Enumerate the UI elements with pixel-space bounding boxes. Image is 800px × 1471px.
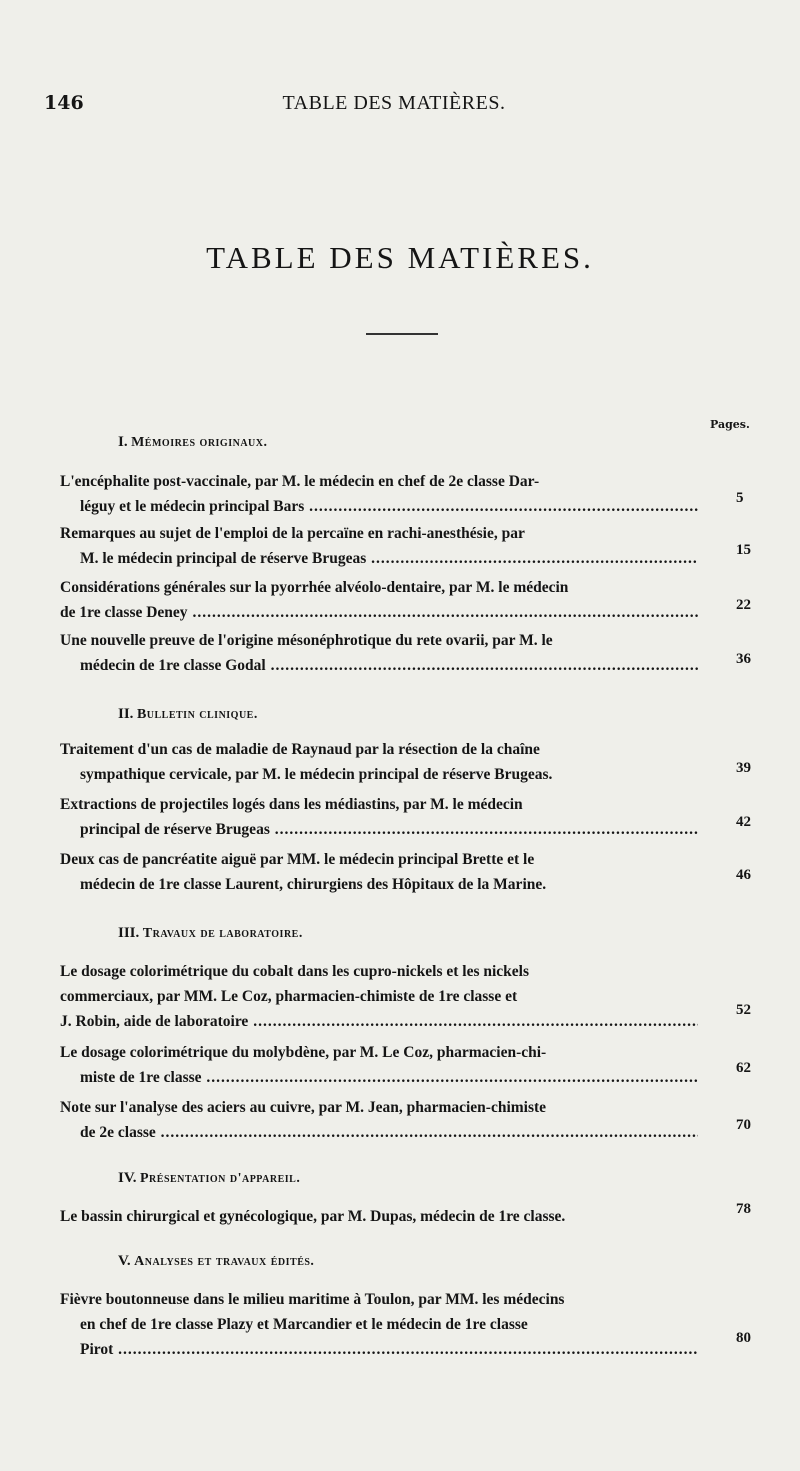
pages-label: Pages. bbox=[710, 418, 750, 431]
entry-line: Une nouvelle preuve de l'origine mésonéphrotique du rete ovarii, par M. le bbox=[60, 632, 553, 649]
entry-page-number: 39 bbox=[736, 760, 751, 776]
entry-page-number: 22 bbox=[736, 597, 751, 613]
section-numeral: V. bbox=[118, 1253, 131, 1269]
entry-line: M. le médecin principal de réserve Brugeas ..... bbox=[60, 546, 698, 571]
section-numeral: III. bbox=[118, 925, 140, 941]
entry-line: sympathique cervicale, par M. le médecin principal de réserve Brugeas. bbox=[80, 766, 553, 783]
entry-line: léguy et le médecin principal Bars ..... bbox=[60, 494, 698, 519]
entry-page-number: 62 bbox=[736, 1060, 751, 1076]
entry-page-number: 42 bbox=[736, 814, 751, 830]
entry-page-number: 70 bbox=[736, 1117, 751, 1133]
entry-line: Le dosage colorimétrique du molybdène, par M. Le Coz, pharmacien-chi- bbox=[60, 1044, 547, 1061]
entry-page-number: 5 bbox=[736, 490, 744, 506]
entry-line: en chef de 1re classe Plazy et Marcandier et le médecin de 1re classe bbox=[80, 1316, 528, 1333]
section-heading bbox=[118, 706, 258, 723]
entry-line: de 2e classe ..... bbox=[60, 1120, 698, 1145]
toc-entry[interactable] bbox=[60, 959, 698, 1034]
toc-entry[interactable] bbox=[60, 847, 698, 897]
section-numeral: IV. bbox=[118, 1170, 137, 1186]
entry-line: Le bassin chirurgical et gynécologique, par M. Dupas, médecin de 1re classe. bbox=[60, 1208, 566, 1225]
entry-line: miste de 1re classe ..... bbox=[60, 1065, 698, 1090]
entry-line: médecin de 1re classe Laurent, chirurgiens des Hôpitaux de la Marine. bbox=[80, 876, 547, 893]
toc-entry[interactable] bbox=[60, 521, 698, 571]
page-number: 146 bbox=[44, 92, 84, 114]
entry-page-number: 78 bbox=[736, 1201, 751, 1217]
section-title: Travaux de laboratoire. bbox=[142, 926, 303, 941]
entry-line: commerciaux, par MM. Le Coz, pharmacien-chimiste de 1re classe et bbox=[60, 988, 518, 1005]
toc-entry[interactable] bbox=[60, 469, 698, 519]
entry-line: Deux cas de pancréatite aiguë par MM. le médecin principal Brette et le bbox=[60, 851, 535, 868]
entry-line: médecin de 1re classe Godal ..... bbox=[60, 653, 698, 678]
running-title: TABLE DES MATIÈRES. bbox=[282, 92, 506, 114]
toc-entry[interactable] bbox=[60, 1204, 698, 1229]
entry-page-number: 80 bbox=[736, 1330, 751, 1346]
section-heading bbox=[118, 434, 268, 451]
toc-entry[interactable] bbox=[60, 792, 698, 842]
entry-line: J. Robin, aide de laboratoire ..... bbox=[60, 1009, 698, 1034]
entry-line: L'encéphalite post-vaccinale, par M. le médecin en chef de 2e classe Dar- bbox=[60, 473, 540, 490]
entry-page-number: 36 bbox=[736, 651, 751, 667]
section-title: Bulletin clinique. bbox=[136, 707, 258, 722]
toc-entry[interactable] bbox=[60, 1095, 698, 1145]
section-heading bbox=[118, 925, 303, 942]
entry-page-number: 46 bbox=[736, 867, 751, 883]
section-title: Présentation d'appareil. bbox=[140, 1171, 301, 1186]
entry-line: de 1re classe Deney ..... bbox=[60, 600, 698, 625]
toc-entry[interactable] bbox=[60, 1040, 698, 1090]
toc-entry[interactable] bbox=[60, 575, 698, 625]
entry-line: principal de réserve Brugeas ..... bbox=[60, 817, 698, 842]
toc-entry[interactable] bbox=[60, 1287, 698, 1362]
section-heading bbox=[118, 1253, 314, 1270]
section-title: Mémoires originaux. bbox=[131, 435, 268, 450]
title-rule bbox=[366, 333, 438, 335]
section-numeral: II. bbox=[118, 706, 134, 722]
entry-line: Note sur l'analyse des aciers au cuivre, par M. Jean, pharmacien-chimiste bbox=[60, 1099, 547, 1116]
entry-line: Le dosage colorimétrique du cobalt dans les cupro-nickels et les nickels bbox=[60, 963, 530, 980]
toc-entry[interactable] bbox=[60, 628, 698, 678]
entry-line: Fièvre boutonneuse dans le milieu maritime à Toulon, par MM. les médecins bbox=[60, 1291, 565, 1308]
running-head bbox=[44, 92, 744, 126]
entry-page-number: 52 bbox=[736, 1002, 751, 1018]
section-numeral: I. bbox=[118, 434, 128, 450]
entry-line: Pirot ..... bbox=[60, 1337, 698, 1362]
toc-entry[interactable] bbox=[60, 737, 698, 787]
entry-line: Traitement d'un cas de maladie de Raynaud par la résection de la chaîne bbox=[60, 741, 540, 758]
section-heading bbox=[118, 1170, 300, 1187]
entry-page-number: 15 bbox=[736, 542, 751, 558]
entry-line: Extractions de projectiles logés dans les médiastins, par M. le médecin bbox=[60, 796, 523, 813]
section-title: Analyses et travaux édités. bbox=[134, 1254, 315, 1269]
entry-line: Remarques au sujet de l'emploi de la percaïne en rachi-anesthésie, par bbox=[60, 525, 525, 542]
page-title: TABLE DES MATIÈRES. bbox=[206, 240, 594, 275]
entry-line: Considérations générales sur la pyorrhée alvéolo-dentaire, par M. le médecin bbox=[60, 579, 569, 596]
